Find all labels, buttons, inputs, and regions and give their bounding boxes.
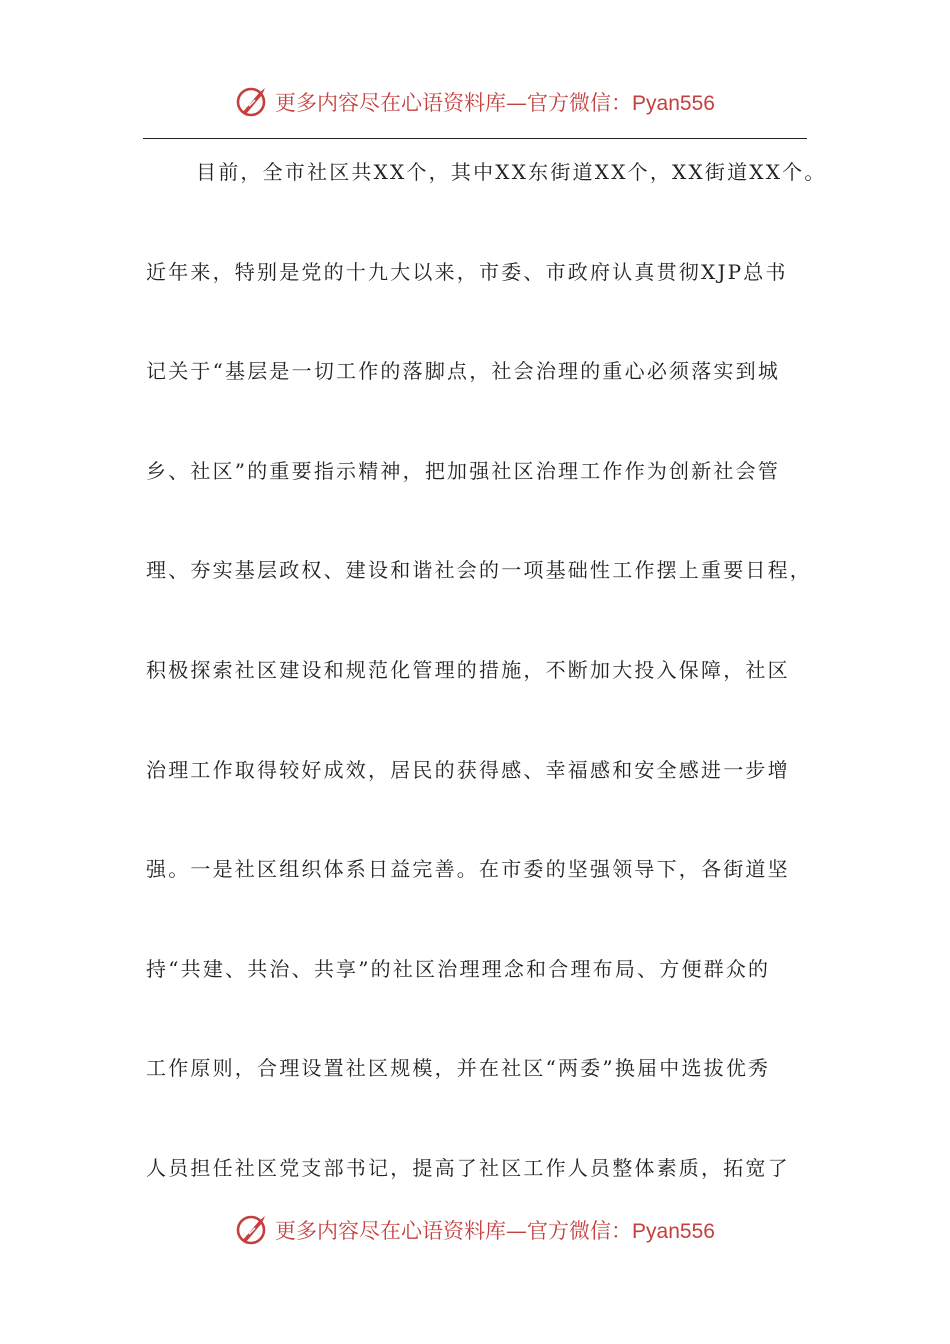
footer-banner-text xyxy=(275,1215,715,1245)
paragraph-line: 强。一是社区组织体系日益完善。在市委的坚强领导下，各街道坚 xyxy=(146,857,790,882)
document-body xyxy=(146,148,827,1244)
header-banner-label: 官方微信： xyxy=(527,91,633,115)
footer-wechat-id: Pyan556 xyxy=(632,1220,715,1243)
header-banner-text xyxy=(275,87,715,117)
paragraph-line: 工作原则，合理设置社区规模，并在社区“两委”换届中选拔优秀 xyxy=(146,1056,771,1081)
paragraph-line: 近年来，特别是党的十九大以来，市委、市政府认真贯彻XJP总书 xyxy=(146,259,788,284)
paragraph-line: 治理工作取得较好成效，居民的获得感、幸福感和安全感进一步增 xyxy=(146,757,790,782)
paragraph-line: 积极探索社区建设和规范化管理的措施，不断加大投入保障，社区 xyxy=(146,657,790,682)
footer-banner xyxy=(0,1210,950,1250)
paragraph-line: 持“共建、共治、共享”的社区治理理念和合理布局、方便群众的 xyxy=(146,956,771,981)
paragraph-line: 记关于“基层是一切工作的落脚点，社会治理的重心必须落实到城 xyxy=(146,359,781,384)
paragraph-line: 理、夯实基层政权、建设和谐社会的一项基础性工作摆上重要日程， xyxy=(146,558,812,583)
header-wechat-id: Pyan556 xyxy=(632,92,715,115)
pen-logo-icon xyxy=(235,84,271,120)
paragraph-line: 乡、社区”的重要指示精神，把加强社区治理工作作为创新社会管 xyxy=(146,458,781,483)
paragraph-line: 目前，全市社区共XX个，其中XX东街道XX个，XX街道XX个。 xyxy=(196,160,827,184)
header-banner-main: 更多内容尽在心语资料库— xyxy=(275,91,528,115)
footer-banner-main: 更多内容尽在心语资料库— xyxy=(275,1219,528,1243)
footer-banner-label: 官方微信： xyxy=(527,1219,633,1243)
header-rule xyxy=(143,138,807,139)
header-banner xyxy=(0,82,950,122)
paragraph-line: 人员担任社区党支部书记，提高了社区工作人员整体素质，拓宽了 xyxy=(146,1155,790,1180)
pen-logo-icon xyxy=(235,1212,271,1248)
